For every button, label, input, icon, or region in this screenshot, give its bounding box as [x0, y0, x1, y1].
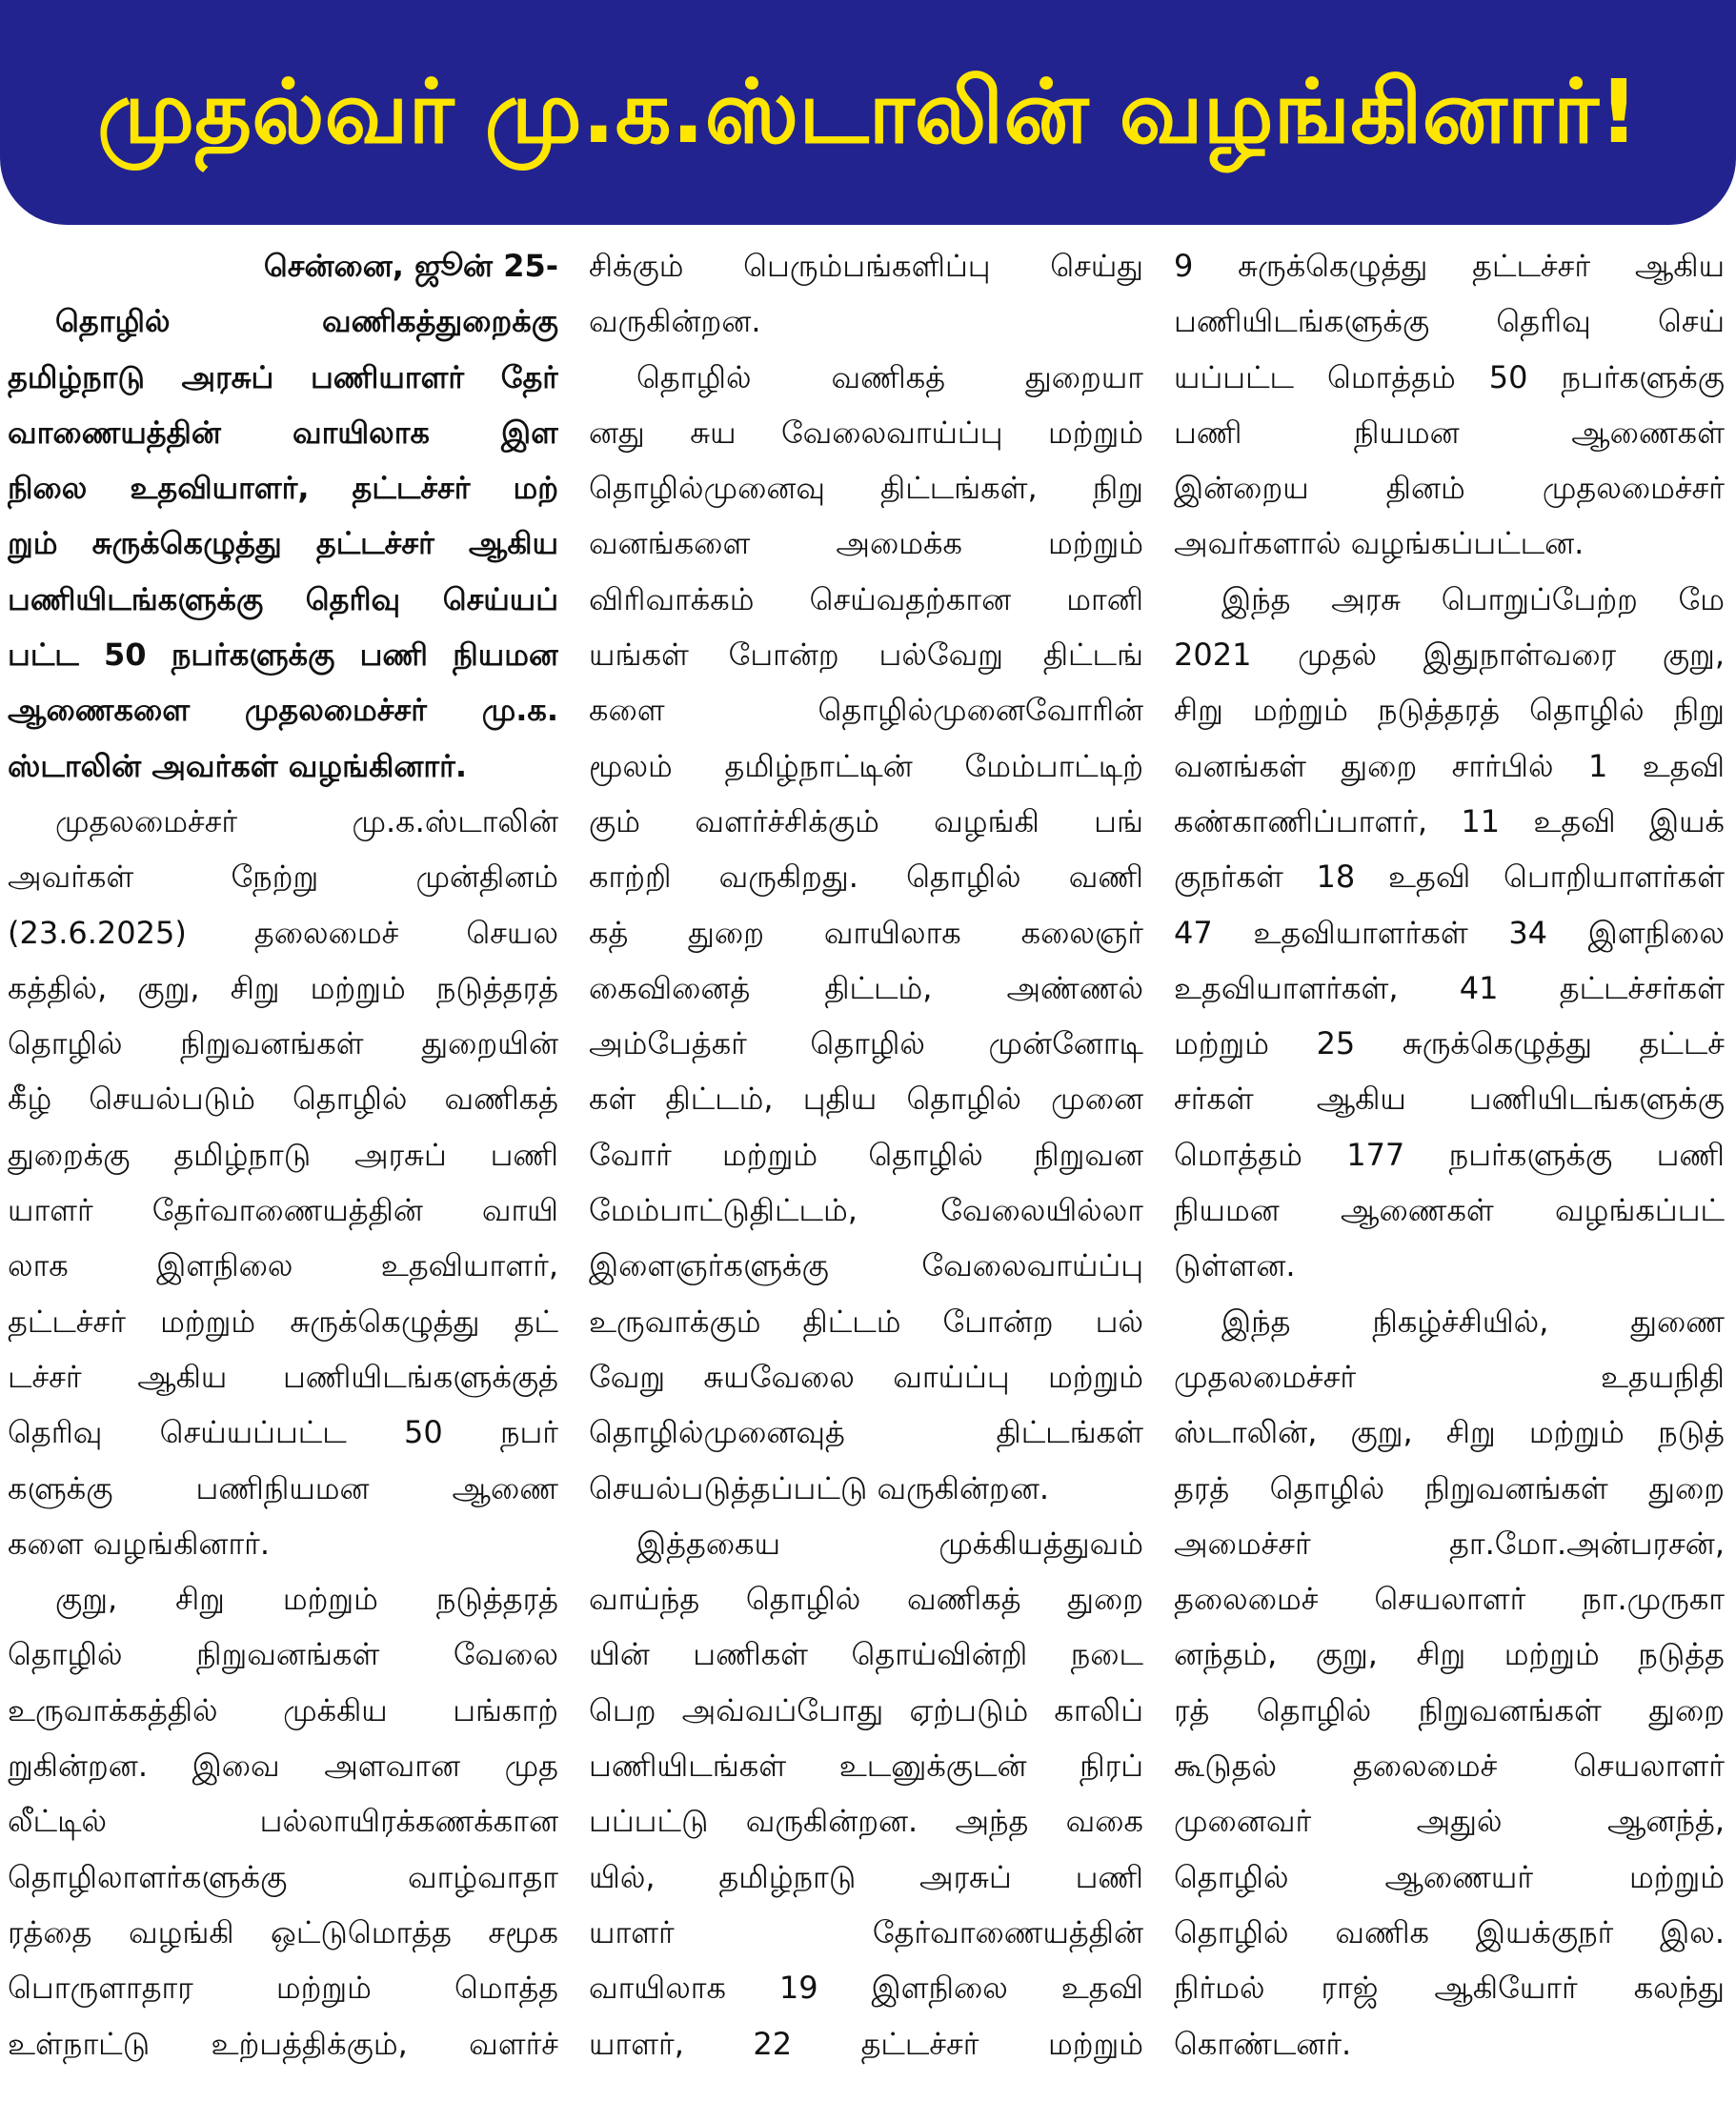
- paragraph-line: இந்த அரசு பொறுப்பேற்ற மே: [1221, 580, 1725, 617]
- paragraph-line: வாய்ந்த தொழில் வணிகத் துறை: [589, 1581, 1143, 1618]
- paragraph-line: யப்பட்ட மொத்தம் 50 நபர்களுக்கு: [1174, 358, 1725, 395]
- paragraph-line: தொழில்முனைவு திட்டங்கள், நிறு: [589, 470, 1143, 507]
- paragraph-line: பெற அவ்வப்போது ஏற்படும் காலிப்: [589, 1691, 1143, 1728]
- paragraph-line: இளைஞர்களுக்கு வேலைவாய்ப்பு: [589, 1247, 1143, 1284]
- paragraph-line: உருவாக்கத்தில் முக்கிய பங்காற்: [8, 1691, 558, 1728]
- paragraph-line: வேறு சுயவேலை வாய்ப்பு மற்றும்: [589, 1358, 1143, 1395]
- paragraph-line: இன்றைய தினம் முதலமைச்சர்: [1174, 470, 1725, 507]
- paragraph-line: இந்த நிகழ்ச்சியில், துணை: [1221, 1303, 1725, 1340]
- article-column-1: [8, 238, 558, 2096]
- paragraph-line: துறைக்கு தமிழ்நாடு அரசுப் பணி: [8, 1136, 558, 1173]
- paragraph-line: சர்கள் ஆகிய பணியிடங்களுக்கு: [1174, 1081, 1725, 1118]
- lead-paragraph-line: ஸ்டாலின் அவர்கள் வழங்கினார்.: [8, 747, 467, 784]
- dateline: சென்னை, ஜூன் 25-: [263, 248, 558, 284]
- paragraph-line: இத்தகைய முக்கியத்துவம்: [636, 1525, 1143, 1562]
- paragraph-line: டச்சர் ஆகிய பணியிடங்களுக்குத்: [8, 1358, 558, 1395]
- paragraph-line: (23.6.2025) தலைமைச் செயல: [8, 914, 558, 951]
- paragraph-line: யாளர், 22 தட்டச்சர் மற்றும்: [589, 2025, 1143, 2062]
- headline-banner: [0, 0, 1736, 225]
- lead-paragraph-line: தொழில் வணிகத்துறைக்கு: [55, 303, 558, 340]
- paragraph-line: 47 உதவியாளர்கள் 34 இளநிலை: [1174, 914, 1725, 951]
- paragraph-line: களை வழங்கினார்.: [8, 1525, 271, 1562]
- paragraph-line: டுள்ளன.: [1174, 1247, 1296, 1284]
- paragraph-line: தட்டச்சர் மற்றும் சுருக்கெழுத்து தட்: [8, 1303, 558, 1340]
- paragraph-line: கீழ் செயல்படும் தொழில் வணிகத்: [8, 1081, 558, 1118]
- paragraph-line: யாளர் தேர்வாணையத்தின்: [589, 1913, 1143, 1950]
- paragraph-line: 9 சுருக்கெழுத்து தட்டச்சர் ஆகிய: [1174, 248, 1725, 284]
- paragraph-line: தொழில் நிறுவனங்கள் துறையின்: [8, 1025, 558, 1062]
- paragraph-line: தொழில் வணிகத் துறையா: [636, 358, 1143, 395]
- paragraph-line: நிர்மல் ராஜ் ஆகியோர் கலந்து: [1174, 1970, 1725, 2007]
- paragraph-line: கூடுதல் தலைமைச் செயலாளர்: [1174, 1748, 1725, 1785]
- paragraph-line: விரிவாக்கம் செய்வதற்கான மானி: [589, 580, 1143, 617]
- paragraph-line: முதலமைச்சர் உதயநிதி: [1174, 1358, 1725, 1395]
- paragraph-line: உருவாக்கும் திட்டம் போன்ற பல்: [589, 1303, 1143, 1340]
- paragraph-line: பணியிடங்கள் உடனுக்குடன் நிரப்: [589, 1748, 1143, 1785]
- paragraph-line: களுக்கு பணிநியமன ஆணை: [8, 1469, 558, 1506]
- paragraph-line: நியமன ஆணைகள் வழங்கப்பட்: [1174, 1192, 1725, 1229]
- paragraph-line: தெரிவு செய்யப்பட்ட 50 நபர்: [8, 1414, 558, 1451]
- paragraph-line: பொருளாதார மற்றும் மொத்த: [8, 1970, 558, 2007]
- lead-paragraph-line: றும் சுருக்கெழுத்து தட்டச்சர் ஆகிய: [8, 525, 558, 562]
- paragraph-line: களை தொழில்முனைவோரின்: [589, 692, 1143, 729]
- paragraph-line: அமைச்சர் தா.மோ.அன்பரசன்,: [1174, 1525, 1725, 1562]
- paragraph-line: யில், தமிழ்நாடு அரசுப் பணி: [589, 1858, 1143, 1895]
- lead-paragraph-line: ஆணைகளை முதலமைச்சர் மு.க.: [8, 692, 558, 729]
- paragraph-line: யாளர் தேர்வாணையத்தின் வாயி: [8, 1192, 558, 1229]
- paragraph-line: தொழிலாளர்களுக்கு வாழ்வாதா: [8, 1858, 558, 1895]
- headline: முதல்வர் மு.க.ஸ்டாலின் வழங்கினார்!: [97, 61, 1639, 163]
- paragraph-line: ரத் தொழில் நிறுவனங்கள் துறை: [1174, 1691, 1725, 1728]
- paragraph-line: லீட்டில் பல்லாயிரக்கணக்கான: [8, 1803, 558, 1840]
- paragraph-line: குநர்கள் 18 உதவி பொறியாளர்கள்: [1174, 859, 1725, 896]
- paragraph-line: தலைமைச் செயலாளர் நா.முருகா: [1174, 1581, 1725, 1618]
- paragraph-line: ஸ்டாலின், குறு, சிறு மற்றும் நடுத்: [1174, 1414, 1725, 1451]
- paragraph-line: பப்பட்டு வருகின்றன. அந்த வகை: [589, 1803, 1143, 1840]
- paragraph-line: கள் திட்டம், புதிய தொழில் முனை: [589, 1081, 1143, 1118]
- paragraph-line: மொத்தம் 177 நபர்களுக்கு பணி: [1174, 1136, 1725, 1173]
- lead-paragraph-line: நிலை உதவியாளர், தட்டச்சர் மற்: [8, 470, 558, 507]
- paragraph-line: உதவியாளர்கள், 41 தட்டச்சர்கள்: [1174, 969, 1725, 1006]
- paragraph-line: கண்காணிப்பாளர், 11 உதவி இயக்: [1174, 802, 1725, 839]
- paragraph-line: வனங்கள் துறை சார்பில் 1 உதவி: [1174, 747, 1725, 784]
- lead-paragraph-line: வாணையத்தின் வாயிலாக இள: [8, 414, 558, 451]
- paragraph-line: னது சுய வேலைவாய்ப்பு மற்றும்: [589, 414, 1143, 451]
- lead-paragraph-line: பட்ட 50 நபர்களுக்கு பணி நியமன: [8, 637, 558, 674]
- paragraph-line: வாயிலாக 19 இளநிலை உதவி: [589, 1970, 1143, 2007]
- paragraph-line: சிக்கும் பெரும்பங்களிப்பு செய்து: [589, 248, 1143, 284]
- lead-paragraph-line: தமிழ்நாடு அரசுப் பணியாளர் தேர்: [8, 358, 558, 395]
- paragraph-line: அவர்கள் நேற்று முன்தினம்: [8, 859, 558, 896]
- article-column-2: [589, 238, 1143, 2096]
- lead-paragraph-line: பணியிடங்களுக்கு தெரிவு செய்யப்: [8, 580, 558, 617]
- paragraph-line: பணி நியமன ஆணைகள்: [1174, 414, 1725, 451]
- paragraph-line: 2021 முதல் இதுநாள்வரை குறு,: [1174, 637, 1725, 674]
- paragraph-line: மூலம் தமிழ்நாட்டின் மேம்பாட்டிற்: [589, 747, 1143, 784]
- paragraph-line: வருகின்றன.: [589, 303, 761, 340]
- paragraph-line: தொழில் வணிக இயக்குநர் இல.: [1174, 1913, 1725, 1950]
- paragraph-line: காற்றி வருகிறது. தொழில் வணி: [589, 859, 1143, 896]
- paragraph-line: முனைவர் அதுல் ஆனந்த்,: [1174, 1803, 1725, 1840]
- paragraph-line: முதலமைச்சர் மு.க.ஸ்டாலின்: [55, 802, 558, 839]
- paragraph-line: யின் பணிகள் தொய்வின்றி நடை: [589, 1636, 1143, 1673]
- paragraph-line: சிறு மற்றும் நடுத்தரத் தொழில் நிறு: [1174, 692, 1725, 729]
- paragraph-line: றுகின்றன. இவை அளவான முத: [8, 1748, 558, 1785]
- article-body: [0, 238, 1736, 2102]
- paragraph-line: தரத் தொழில் நிறுவனங்கள் துறை: [1174, 1469, 1725, 1506]
- paragraph-line: ரத்தை வழங்கி ஒட்டுமொத்த சமூக: [8, 1913, 558, 1950]
- paragraph-line: தொழில்முனைவுத் திட்டங்கள்: [589, 1414, 1143, 1451]
- paragraph-line: வனங்களை அமைக்க மற்றும்: [589, 525, 1143, 562]
- paragraph-line: லாக இளநிலை உதவியாளர்,: [8, 1247, 558, 1284]
- paragraph-line: யங்கள் போன்ற பல்வேறு திட்டங்: [589, 637, 1143, 674]
- paragraph-line: தொழில் நிறுவனங்கள் வேலை: [8, 1636, 558, 1673]
- paragraph-line: கத்தில், குறு, சிறு மற்றும் நடுத்தரத்: [8, 969, 558, 1006]
- paragraph-line: மற்றும் 25 சுருக்கெழுத்து தட்டச்: [1174, 1025, 1725, 1062]
- paragraph-line: வோர் மற்றும் தொழில் நிறுவன: [589, 1136, 1143, 1173]
- paragraph-line: கொண்டனர்.: [1174, 2025, 1352, 2062]
- paragraph-line: னந்தம், குறு, சிறு மற்றும் நடுத்த: [1174, 1636, 1725, 1673]
- paragraph-line: கும் வளர்ச்சிக்கும் வழங்கி பங்: [589, 802, 1143, 839]
- paragraph-line: செயல்படுத்தப்பட்டு வருகின்றன.: [589, 1469, 1050, 1506]
- paragraph-line: உள்நாட்டு உற்பத்திக்கும், வளர்ச்: [8, 2025, 558, 2062]
- article-column-3: [1174, 238, 1725, 2096]
- paragraph-line: தொழில் ஆணையர் மற்றும்: [1174, 1858, 1725, 1895]
- paragraph-line: பணியிடங்களுக்கு தெரிவு செய்: [1174, 303, 1725, 340]
- paragraph-line: அம்பேத்கர் தொழில் முன்னோடி: [589, 1025, 1143, 1062]
- paragraph-line: அவர்களால் வழங்கப்பட்டன.: [1174, 525, 1585, 562]
- paragraph-line: கைவினைத் திட்டம், அண்ணல்: [589, 969, 1143, 1006]
- paragraph-line: கத் துறை வாயிலாக கலைஞர்: [589, 914, 1143, 951]
- paragraph-line: குறு, சிறு மற்றும் நடுத்தரத்: [55, 1581, 558, 1618]
- paragraph-line: மேம்பாட்டுதிட்டம், வேலையில்லா: [589, 1192, 1143, 1229]
